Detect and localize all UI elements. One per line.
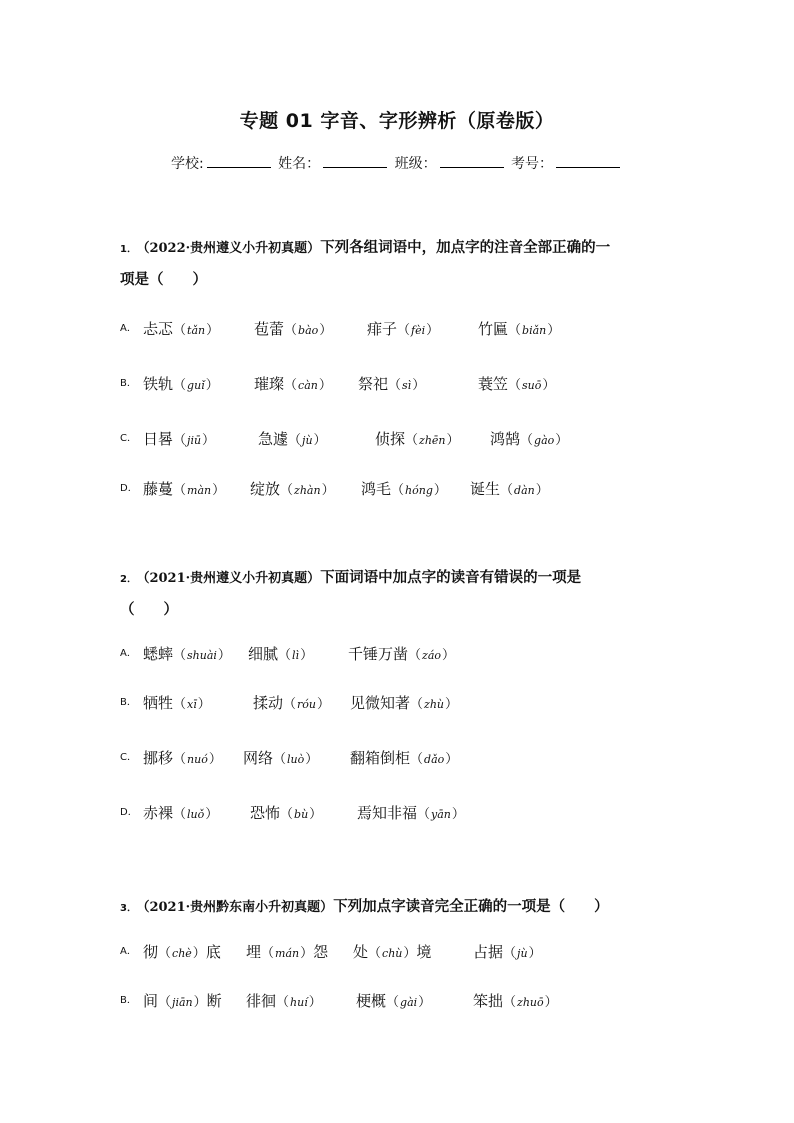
- question-text: 下列加点字读音完全正确的一项是（ ）: [333, 899, 609, 915]
- question-3-stem: [120, 892, 680, 924]
- question-text: 下列各组词语中，加点字的注音全部正确的一: [320, 240, 611, 256]
- page-title: 专题 01 字音、字形辨析（原卷版）: [239, 110, 555, 132]
- student-info-line: [0, 153, 794, 173]
- question-source: （2021·贵州黔东南小升初真题）: [142, 900, 334, 915]
- option-item: 笨拙（zhuō）: [473, 992, 558, 1010]
- pinyin: luǒ: [187, 808, 205, 821]
- option-letter: A．: [120, 946, 137, 957]
- exam-number-label: 考号：: [511, 156, 554, 172]
- pinyin: zhàn: [294, 484, 321, 497]
- pinyin: gài: [400, 996, 418, 1009]
- school-blank[interactable]: [207, 155, 271, 168]
- option-item: 蓑笠（suō）: [478, 375, 556, 393]
- option-item: 竹匾（biǎn）: [478, 320, 561, 338]
- pinyin: zhù: [424, 698, 444, 711]
- option-item: 牺牲（xī）: [143, 694, 211, 712]
- question-number: 3．: [120, 903, 137, 914]
- option-letter: B．: [120, 697, 137, 708]
- option-item: 焉知非福（yān）: [357, 804, 465, 822]
- pinyin: nuó: [187, 753, 208, 766]
- option-item: 急遽（jù）: [258, 430, 327, 448]
- pinyin: róu: [297, 698, 316, 711]
- pinyin: chù: [382, 947, 403, 960]
- option-letter: B．: [120, 995, 137, 1006]
- pinyin: jù: [302, 434, 313, 447]
- pinyin: bù: [294, 808, 309, 821]
- option-letter: D．: [120, 483, 138, 494]
- option-item: 见微知著（zhù）: [350, 694, 459, 712]
- pinyin: biǎn: [522, 324, 547, 337]
- pinyin: zhēn: [419, 434, 446, 447]
- option-item: 侦探（zhēn）: [375, 430, 460, 448]
- question-1-stem: [120, 233, 680, 296]
- option-letter: A．: [120, 323, 137, 334]
- question-source: （2021·贵州遵义小升初真题）: [142, 571, 321, 586]
- pinyin: zhuō: [517, 996, 544, 1009]
- name-label: 姓名：: [278, 156, 321, 172]
- question-2-stem: [120, 563, 680, 626]
- pinyin: huí: [290, 996, 308, 1009]
- option-letter: C．: [120, 433, 137, 444]
- pinyin: càn: [298, 379, 318, 392]
- pinyin: sì: [402, 379, 412, 392]
- pinyin: jiān: [172, 996, 193, 1009]
- option-item: 苞蕾（bào）: [254, 320, 333, 338]
- class-blank[interactable]: [440, 155, 504, 168]
- option-item: 藤蔓（màn）: [143, 480, 226, 498]
- question-number: 1．: [120, 244, 137, 255]
- option-item: 蟋蟀（shuài）: [143, 645, 231, 663]
- option-item: 处（chù）境: [353, 943, 432, 961]
- pinyin: suō: [522, 379, 542, 392]
- option-item: 日晷（jiū）: [143, 430, 216, 448]
- pinyin: záo: [422, 649, 442, 662]
- pinyin: lì: [292, 649, 300, 662]
- pinyin: xī: [187, 698, 197, 711]
- option-item: 埋（mán）怨: [246, 943, 329, 961]
- option-item: 铁轨（guǐ）: [143, 375, 219, 393]
- option-item: 忐忑（tǎn）: [143, 320, 220, 338]
- option-item: 徘徊（huí）: [246, 992, 322, 1010]
- question-source: （2022·贵州遵义小升初真题）: [142, 241, 321, 256]
- option-item: 千锤万凿（záo）: [348, 645, 456, 663]
- option-letter: D．: [120, 807, 138, 818]
- option-item: 鸿鹄（gào）: [490, 430, 569, 448]
- exam-number-blank[interactable]: [556, 155, 620, 168]
- pinyin: mán: [275, 947, 300, 960]
- option-item: 彻（chè）底: [143, 943, 221, 961]
- pinyin: màn: [187, 484, 212, 497]
- pinyin: yān: [431, 808, 451, 821]
- pinyin: hóng: [405, 484, 433, 497]
- option-item: 网络（luò）: [243, 749, 319, 767]
- pinyin: jiū: [187, 434, 202, 447]
- name-blank[interactable]: [323, 155, 387, 168]
- pinyin: jù: [517, 947, 528, 960]
- option-item: 赤裸（luǒ）: [143, 804, 219, 822]
- option-item: 璀璨（càn）: [254, 375, 332, 393]
- pinyin: fèi: [411, 324, 426, 337]
- option-item: 占据（jù）: [473, 943, 542, 961]
- option-item: 翻箱倒柜（dǎo）: [350, 749, 459, 767]
- option-item: 恐怖（bù）: [250, 804, 323, 822]
- pinyin: shuài: [187, 649, 217, 662]
- pinyin: guǐ: [187, 379, 205, 392]
- pinyin: luò: [287, 753, 305, 766]
- option-item: 梗概（gài）: [356, 992, 432, 1010]
- option-item: 鸿毛（hóng）: [361, 480, 447, 498]
- question-number: 2．: [120, 574, 137, 585]
- option-item: 痱子（fèi）: [367, 320, 440, 338]
- option-item: 揉动（róu）: [253, 694, 331, 712]
- option-letter: B．: [120, 378, 137, 389]
- option-item: 诞生（dàn）: [470, 480, 549, 498]
- question-text: 下面词语中加点字的读音有错误的一项是: [320, 570, 582, 586]
- pinyin: gào: [534, 434, 555, 447]
- pinyin: bào: [298, 324, 319, 337]
- question-text-cont: （ ）: [120, 602, 178, 618]
- class-label: 班级：: [394, 156, 437, 172]
- option-item: 间（jiān）断: [143, 992, 222, 1010]
- pinyin: dàn: [514, 484, 535, 497]
- school-label: 学校:: [170, 156, 204, 172]
- question-text-cont: 项是（ ）: [120, 272, 207, 288]
- option-item: 祭祀（sì）: [358, 375, 426, 393]
- pinyin: tǎn: [187, 324, 206, 337]
- pinyin: chè: [172, 947, 192, 960]
- option-letter: A．: [120, 648, 137, 659]
- option-letter: C．: [120, 752, 137, 763]
- option-item: 挪移（nuó）: [143, 749, 222, 767]
- option-item: 细腻（lì）: [248, 645, 314, 663]
- pinyin: dǎo: [424, 753, 445, 766]
- option-item: 绽放（zhàn）: [250, 480, 335, 498]
